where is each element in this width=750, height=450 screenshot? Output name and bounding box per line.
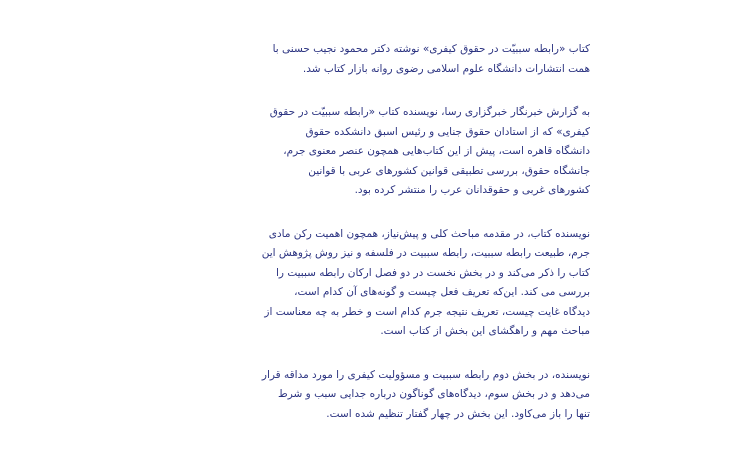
text-line: دانشگاه قاهره است، پیش از این کتاب‌هایی همچون عنصر معنوی جرم، bbox=[283, 145, 590, 157]
text-line: دیدگاه غایت چیست، تعریف نتیجه جرم کدام است و خطر به چه معناست از bbox=[264, 305, 590, 318]
paragraph-parts-two-three bbox=[160, 366, 590, 425]
text-line: به گزارش خبرنگار خبرگزاری رسا، نویسنده کتاب «رابطه سببیّت در حقوق bbox=[269, 106, 590, 118]
text-line: نویسنده، در بخش دوم رابطه سببیت و مسؤولیت کیفری را مورد مداقه قرار bbox=[261, 368, 590, 381]
text-line: بررسی می کند. این‌که تعریف فعل چیست و گونه‌های آن کدام است، bbox=[294, 286, 590, 298]
paragraph-part-one bbox=[160, 225, 590, 342]
text-line: جرم، طبیعت رابطه سببیت، رابطه سببیت در فلسفه و نیز روش پژوهش این bbox=[261, 247, 590, 259]
text-line: کشورهای غربی و حقوقدانان عرب را منتشر کرده بود. bbox=[354, 184, 590, 196]
text-line: کتاب را ذکر می‌کند و در بخش نخست در دو فصل ارکان رابطه سببیت را bbox=[276, 266, 590, 279]
paragraph-author-bio bbox=[160, 103, 590, 201]
text-line: کتاب «رابطه سببیّت در حقوق کیفری» نوشته دکتر محمود نجیب حسنی با bbox=[272, 43, 590, 55]
paragraph-intro bbox=[160, 40, 590, 79]
text-line: کیفری» که از استادان حقوق جنایی و رئیس اسبق دانشکده حقوق bbox=[305, 125, 590, 138]
article-body bbox=[160, 40, 590, 424]
text-line: مباحث مهم و راهگشای این بخش از کتاب است. bbox=[380, 325, 590, 337]
text-line: تنها را باز می‌کاود. این بخش در چهار گفتار تنظیم شده است. bbox=[326, 407, 590, 420]
text-line: می‌دهد و در بخش سوم، دیدگاه‌های گوناگون درباره جدایی سبب و شرط bbox=[278, 388, 590, 400]
text-line: جانشگاه حقوق، بررسی تطبیقی قوانین کشورهای عربی با قوانین bbox=[308, 164, 590, 177]
text-line: همت انتشارات دانشگاه علوم اسلامی رضوی روانه بازار کتاب شد. bbox=[302, 62, 590, 75]
text-line: نویسنده کتاب، در مقدمه مباحث کلی و پیش‌نیاز، همچون اهمیت رکن مادی bbox=[268, 227, 590, 240]
